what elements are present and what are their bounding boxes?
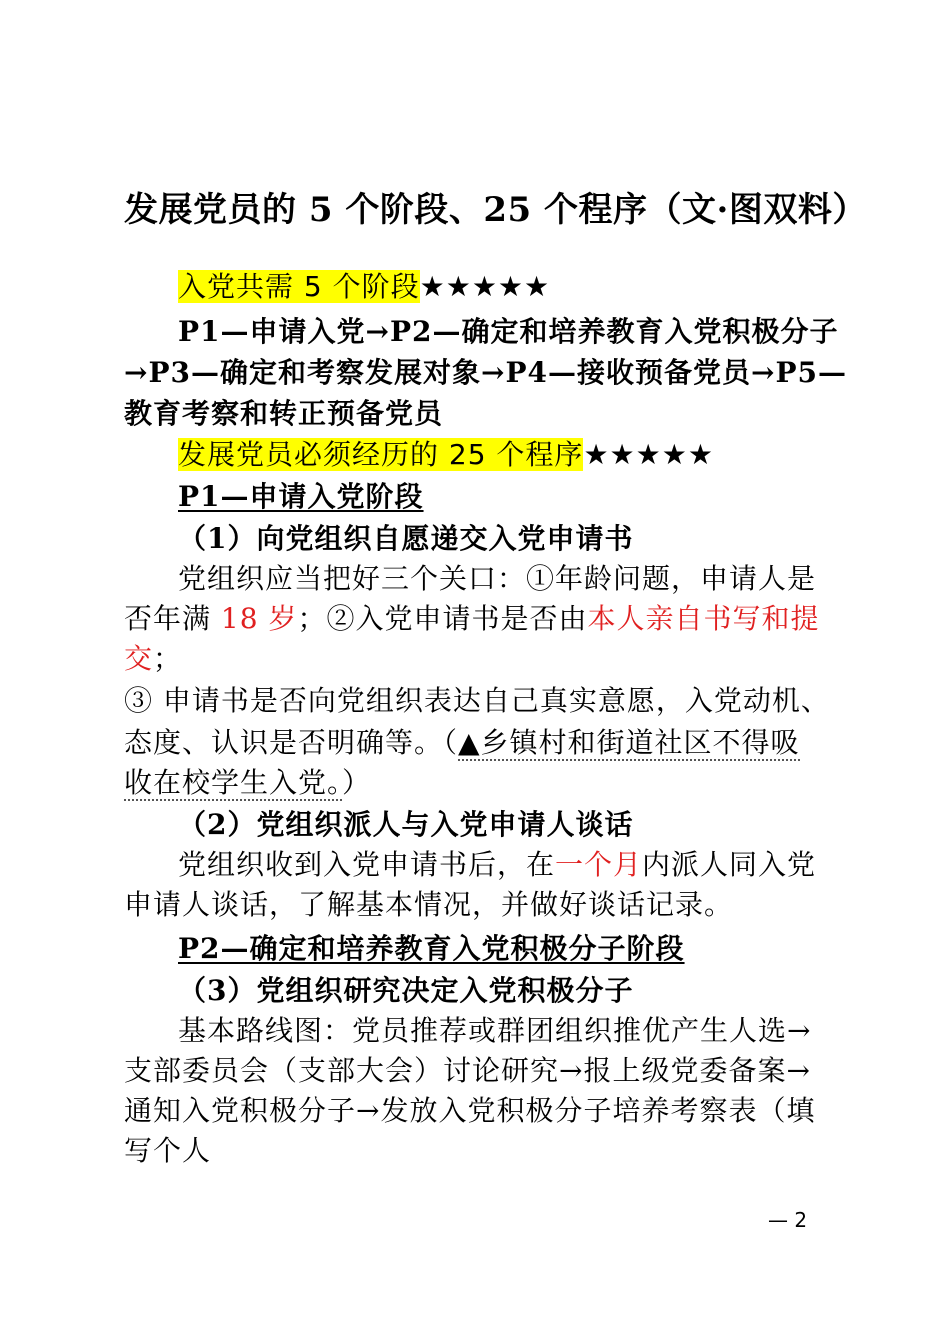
step3-heading: （3）党组织研究决定入党积极分子	[178, 974, 634, 1007]
stages-stars: ★★★★★	[419, 270, 551, 303]
step2-line-2: 申请人谈话，了解基本情况，并做好谈话记录。	[124, 888, 734, 921]
procedures-stars: ★★★★★	[583, 438, 714, 471]
step1-line-5-text: 态度、认识是否明确等。（	[124, 726, 459, 759]
step3-line-3: 通知入党积极分子→发放入党积极分子培养考察表（填	[124, 1094, 816, 1127]
stages-summary-line	[178, 268, 550, 306]
step1-line-4: ③ 申请书是否向党组织表达自己真实意愿，入党动机、	[124, 684, 830, 717]
page-number: — 2	[768, 1208, 808, 1232]
step1-line-2-text-b: ；②入党申请书是否由	[297, 602, 588, 635]
step2-heading: （2）党组织派人与入党申请人谈话	[178, 808, 634, 841]
stages-label: 入党共需 5 个阶段	[178, 270, 420, 303]
step2-line-1	[178, 846, 816, 884]
step2-line-1-text-b: 内派人同入党	[642, 848, 817, 881]
step3-line-1: 基本路线图：党员推荐或群团组织推优产生人选→	[178, 1014, 812, 1047]
step1-line-6-text: ）	[342, 766, 372, 799]
step1-line-6	[124, 764, 371, 802]
step1-line-5	[124, 724, 800, 762]
stages-line-3: 教育考察和转正预备党员	[124, 397, 444, 430]
step1-line-1: 党组织应当把好三个关口：①年龄问题，申请人是	[178, 562, 817, 595]
p2-heading: P2—确定和培养教育入党积极分子阶段	[178, 932, 685, 965]
step1-line-2	[124, 600, 819, 638]
note-text-part-2: 收在校学生入党。	[124, 766, 343, 799]
document-title: 发展党员的 5 个阶段、25 个程序（文·图双料）	[124, 190, 867, 230]
procedures-summary-line	[178, 436, 714, 474]
age-requirement: 18 岁	[220, 602, 298, 635]
p1-heading: P1—申请入党阶段	[178, 480, 424, 513]
step3-line-4: 写个人	[124, 1134, 212, 1167]
step3-line-2: 支部委员会（支部大会）讨论研究→报上级党委备案→	[124, 1054, 811, 1087]
procedures-label: 发展党员必须经历的 25 个程序	[178, 438, 584, 471]
step2-line-1-text-a: 党组织收到入党申请书后，在	[178, 848, 556, 881]
stages-line-2: →P3—确定和考察发展对象→P4—接收预备党员→P5—	[124, 356, 847, 389]
step1-line-2-text-a: 否年满	[124, 602, 221, 635]
stages-line-1: P1—申请入党→P2—确定和培养教育入党积极分子	[178, 315, 839, 348]
one-month-emphasis: 一个月	[555, 848, 643, 881]
self-written-emphasis: 本人亲自书写和提	[587, 602, 820, 635]
step1-heading: （1）向党组织自愿递交入党申请书	[178, 522, 634, 555]
self-written-emphasis-end: 交	[124, 642, 154, 675]
step1-line-3-text: ；	[153, 642, 183, 675]
note-text-part-1: ▲乡镇村和街道社区不得吸	[458, 726, 800, 759]
step1-line-3	[124, 640, 182, 678]
